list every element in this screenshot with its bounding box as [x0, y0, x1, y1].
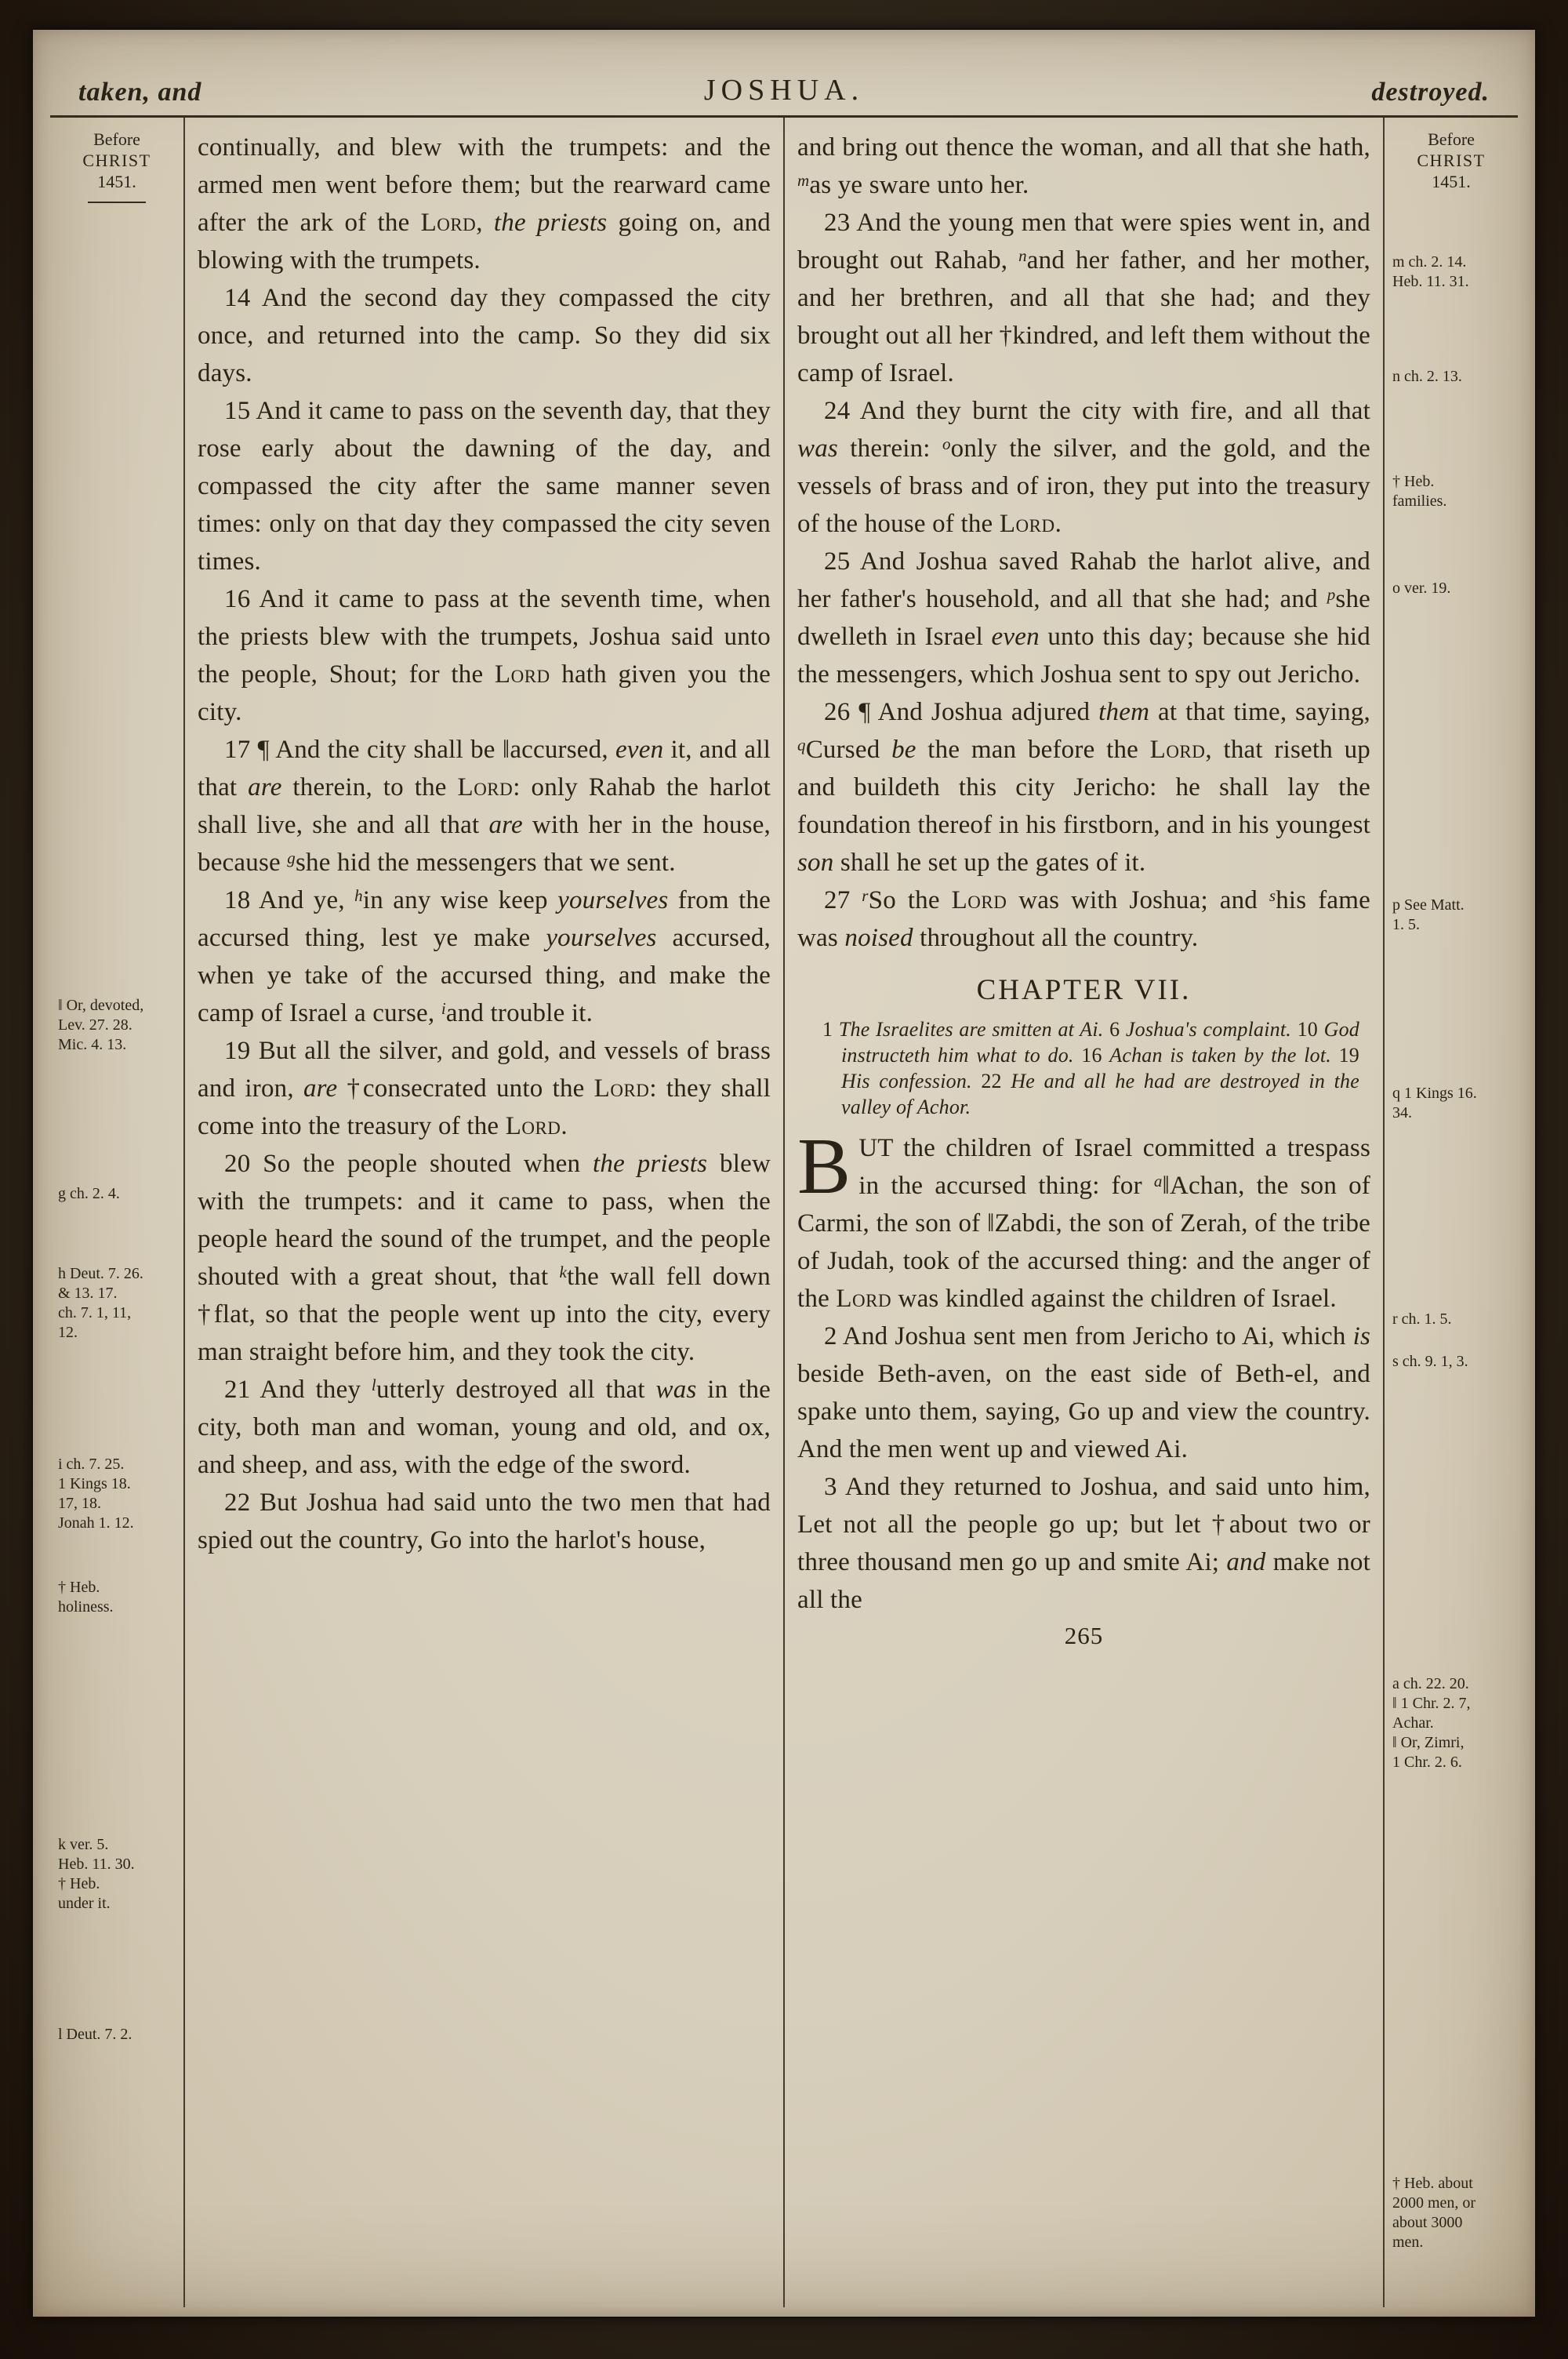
margin-note-line: 1 Kings 18.	[58, 1475, 131, 1492]
margin-note	[58, 2025, 180, 2045]
text-run: So the	[868, 886, 952, 914]
reference-mark: a	[1153, 1172, 1163, 1190]
text-run: are	[488, 811, 523, 839]
margin-note-line: m ch. 2. 14.	[1392, 253, 1467, 271]
text-run: was	[655, 1376, 697, 1404]
reference-mark: m	[797, 171, 810, 190]
margin-note	[58, 1264, 180, 1343]
text-run: from the accursed thing, lest ye make	[198, 886, 771, 952]
chapter-summary	[797, 1016, 1370, 1120]
text-run: and trouble it.	[445, 999, 593, 1027]
text-run: yourselves	[557, 886, 669, 914]
margin-note-line: i ch. 7. 25.	[58, 1456, 125, 1473]
verse-paragraph	[198, 580, 771, 731]
before-christ-date	[1385, 129, 1518, 192]
verse-paragraph	[198, 1371, 771, 1484]
margin-note	[1392, 2174, 1515, 2252]
text-run: his fame was	[797, 886, 1370, 952]
chapter-heading	[797, 974, 1370, 1007]
verse-paragraph	[797, 881, 1370, 957]
text-run: His confession.	[841, 1070, 982, 1092]
date-rule	[88, 202, 146, 203]
margin-note	[1392, 1084, 1515, 1123]
text-run: the priests	[493, 209, 608, 237]
text-run: in any wise keep	[362, 886, 558, 914]
margin-note-line: 1 Chr. 2. 6.	[1392, 1754, 1462, 1771]
text-run: 23 And the young men that were spies went in, and brought out Rahab,	[797, 209, 1370, 274]
page-body	[50, 118, 1518, 2307]
text-run: 6	[1109, 1018, 1126, 1041]
margin-note-line: 2000 men, or	[1392, 2194, 1476, 2212]
right-column-text	[797, 129, 1370, 1619]
text-run: , that riseth up and buildeth this city Jericho: he shall lay the foundation thereof in his firstborn, and in his youngest	[797, 736, 1371, 839]
verse-paragraph	[198, 1145, 771, 1371]
text-run: was	[797, 434, 838, 463]
margin-note-line: q 1 Kings 16.	[1392, 1085, 1477, 1102]
margin-note-line: Lev. 27. 28.	[58, 1016, 132, 1034]
margin-note	[1392, 1310, 1515, 1329]
margin-note-line: Achar.	[1392, 1714, 1434, 1732]
text-run: and her father, and her mother, and her brethren, and all that she had; and they brought out all her †kindred, and left them without the camp of Israel.	[797, 246, 1370, 387]
margin-note-line: men.	[1392, 2234, 1424, 2251]
text-run: are	[248, 773, 282, 801]
text-run: 3 And they returned to Joshua, and said unto him, Let not all the people go up; but let †about two or three thousand men go up and smite Ai;	[797, 1473, 1370, 1576]
margin-note-line: o ver. 19.	[1392, 580, 1451, 597]
text-run: †consecrated unto the	[337, 1074, 594, 1103]
text-run: was kindled against the children of Israel.	[891, 1285, 1337, 1313]
text-run: The Israelites are smitten at Ai.	[838, 1018, 1110, 1041]
verse-paragraph	[797, 392, 1370, 543]
reference-mark: r	[862, 886, 869, 905]
verse-paragraph	[198, 881, 771, 1032]
text-run: 25 And Joshua saved Rahab the harlot alive, and her father's household, and all that she had; and	[797, 547, 1370, 613]
margin-note	[1392, 1674, 1515, 1772]
date-line: CHRIST	[1417, 151, 1486, 170]
reference-mark: n	[1018, 246, 1027, 265]
text-run: at that time, saying,	[1149, 698, 1370, 726]
text-run: Lord	[420, 209, 477, 237]
running-head-right: destroyed.	[1371, 78, 1490, 107]
margin-note-line: † Heb. about	[1392, 2175, 1473, 2192]
margin-note-line: 34.	[1392, 1104, 1412, 1121]
text-run: the wall fell down †flat, so that the people went up into the city, every man straight before him, and they took the city.	[198, 1263, 771, 1366]
text-run: it, and all that	[198, 736, 771, 801]
text-run: Joshua's complaint.	[1125, 1018, 1298, 1041]
verse-paragraph	[797, 129, 1370, 204]
margin-note-line: † Heb.	[58, 1579, 100, 1596]
text-run: God instructeth him what to do.	[841, 1018, 1359, 1067]
margin-note-line: l Deut. 7. 2.	[58, 2026, 132, 2043]
verse-paragraph	[198, 392, 771, 580]
text-run: Lord	[593, 1074, 650, 1103]
verse-paragraph	[797, 1468, 1370, 1619]
text-run: .	[1054, 510, 1062, 538]
margin-note	[1392, 579, 1515, 598]
text-column-left	[185, 118, 783, 2307]
margin-note-line: p See Matt.	[1392, 896, 1465, 914]
text-run: even	[615, 736, 664, 764]
text-run: Cursed	[805, 736, 892, 764]
date-line: CHRIST	[82, 151, 151, 170]
text-run: yourselves	[546, 924, 657, 952]
margin-note	[58, 1578, 180, 1617]
margin-note-line: h Deut. 7. 26.	[58, 1265, 143, 1282]
text-run: son	[797, 849, 834, 877]
left-margin-column	[50, 118, 183, 2307]
margin-note	[58, 996, 180, 1055]
reference-mark: p	[1327, 585, 1336, 604]
drop-cap: B	[797, 1122, 851, 1211]
verse-paragraph	[198, 731, 771, 881]
margin-note-line: about 3000	[1392, 2214, 1463, 2231]
text-run: is	[1352, 1322, 1370, 1350]
text-run: 27	[824, 886, 862, 914]
book-title: JOSHUA.	[703, 74, 865, 107]
text-run: be	[891, 736, 916, 764]
text-run: 10	[1297, 1018, 1324, 1041]
verse-paragraph	[198, 279, 771, 392]
margin-note	[58, 1835, 180, 1914]
text-run: them	[1098, 698, 1150, 726]
margin-note	[1392, 896, 1515, 935]
text-run: with her in the house, because	[198, 811, 771, 877]
left-column-text	[198, 129, 771, 1559]
margin-note	[1392, 367, 1515, 387]
text-run: Lord	[999, 510, 1055, 538]
text-run: continually, and blew with the trumpets: and the armed men went before them; but the rearward came after the ark of the	[198, 133, 771, 237]
margin-note	[1392, 472, 1515, 511]
reference-mark: l	[371, 1376, 376, 1394]
text-run: He and all he had are destroyed in the valley of Achor.	[841, 1070, 1359, 1118]
text-run: in the city, both man and woman, young and old, and ox, and sheep, and ass, with the edge of the sword.	[198, 1376, 771, 1479]
verse-paragraph	[797, 1122, 1370, 1318]
text-run: she dwelleth in Israel	[797, 585, 1370, 651]
text-run: 14 And the second day they compassed the city once, and returned into the camp. So they did six days.	[198, 284, 771, 387]
margin-note-line: & 13. 17.	[58, 1285, 118, 1302]
text-run: are	[303, 1074, 338, 1103]
margin-note-line: a ch. 22. 20.	[1392, 1675, 1469, 1692]
text-run: accursed, when ye take of the accursed thing, and make the camp of Israel a curse,	[198, 924, 771, 1027]
text-run: only the silver, and the gold, and the vessels of brass and of iron, they put into the treasury of the house of the	[797, 434, 1370, 538]
text-run: the priests	[593, 1150, 708, 1178]
text-run: 2 And Joshua sent men from Jericho to Ai, which	[824, 1322, 1353, 1350]
margin-note-line: 12.	[58, 1324, 78, 1341]
text-run: Lord	[494, 660, 550, 689]
text-run: 19	[1338, 1044, 1359, 1067]
margin-note	[1392, 1352, 1515, 1372]
margin-note-line: families.	[1392, 493, 1447, 510]
margin-note-line: holiness.	[58, 1598, 114, 1616]
reference-mark: o	[942, 434, 951, 453]
reference-mark: s	[1269, 886, 1276, 905]
reference-mark: k	[559, 1263, 568, 1281]
text-run: 18 And ye,	[224, 886, 355, 914]
margin-note-line: s ch. 9. 1, 3.	[1392, 1353, 1468, 1370]
reference-mark: q	[797, 736, 806, 754]
text-run: throughout all the country.	[913, 924, 1199, 952]
text-run: shall he set up the gates of it.	[833, 849, 1146, 877]
text-run: 1	[822, 1018, 839, 1041]
text-run: Lord	[1149, 736, 1206, 764]
text-run: the man before the	[916, 736, 1150, 764]
text-run: 24 And they burnt the city with fire, and all that	[824, 397, 1370, 425]
text-run: 21 And they	[224, 1376, 372, 1404]
text-run: 15 And it came to pass on the seventh day, that they rose early about the dawning of the day, and compassed the city after the same manner seven times: only on that day they compassed the city seven times.	[198, 397, 771, 576]
running-head-left: taken, and	[78, 78, 202, 107]
text-run: hath given you the city.	[198, 660, 771, 726]
margin-note-line: ch. 7. 1, 11,	[58, 1304, 132, 1321]
text-run: was with Joshua; and	[1007, 886, 1269, 914]
text-run: therein:	[837, 434, 942, 463]
text-run: beside Beth-aven, on the east side of Beth-el, and spake unto them, saying, Go up and view the country. And the men went up and viewed Ai.	[797, 1360, 1370, 1463]
text-run: noised	[844, 924, 913, 952]
text-run: unto this day; because she hid the messengers, which Joshua sent to spy out Jericho.	[797, 623, 1371, 689]
page-number: 265	[1064, 1622, 1104, 1649]
verse-paragraph	[198, 129, 771, 279]
verse-paragraph	[797, 204, 1370, 392]
text-run: 26 ¶ And Joshua adjured	[824, 698, 1099, 726]
margin-note	[1392, 253, 1515, 292]
date-line: Before	[1428, 129, 1475, 149]
text-run: Lord	[505, 1112, 561, 1140]
text-column-right	[785, 118, 1383, 2307]
text-run: CHAPTER VII.	[976, 974, 1192, 1006]
reference-mark: g	[287, 849, 296, 867]
margin-note-line: † Heb.	[1392, 473, 1435, 490]
text-run: and	[1226, 1548, 1266, 1576]
verse-paragraph	[797, 693, 1370, 881]
running-header	[50, 30, 1518, 118]
text-run: Achan is taken by the lot.	[1109, 1044, 1339, 1067]
margin-note	[58, 1455, 180, 1533]
right-margin-column	[1385, 118, 1518, 2307]
date-line: 1451.	[97, 172, 136, 191]
text-run: 16	[1081, 1044, 1110, 1067]
verse-paragraph	[797, 543, 1370, 693]
text-run: 16 And it came to pass at the seventh time, when the priests blew with the trumpets, Joshua said unto the people, Shout; for the	[198, 585, 771, 689]
before-christ-date	[50, 129, 183, 192]
margin-note-line: g ch. 2. 4.	[58, 1185, 120, 1202]
margin-note-line: Mic. 4. 13.	[58, 1036, 127, 1053]
margin-note-line: Jonah 1. 12.	[58, 1514, 134, 1532]
bible-page	[31, 28, 1537, 2318]
text-run: Lord	[951, 886, 1007, 914]
text-run: make not all the	[797, 1548, 1370, 1614]
text-run: 17 ¶ And the city shall be ‖accursed,	[224, 736, 616, 764]
text-run: even	[991, 623, 1040, 651]
margin-note-line: n ch. 2. 13.	[1392, 368, 1462, 385]
margin-note-line: under it.	[58, 1895, 111, 1912]
text-run: going on, and blowing with the trumpets.	[198, 209, 771, 274]
text-run: Lord	[457, 773, 514, 801]
margin-note	[58, 1184, 180, 1204]
margin-note-line: 17, 18.	[58, 1495, 101, 1512]
text-run: ,	[476, 209, 494, 237]
margin-note-line: Heb. 11. 31.	[1392, 273, 1469, 290]
reference-mark: h	[354, 886, 363, 905]
text-run: : only Rahab the harlot shall live, she and all that	[198, 773, 771, 839]
margin-note-line: Heb. 11. 30.	[58, 1856, 135, 1873]
text-run: UT the children of Israel committed a trespass in the accursed thing: for	[858, 1134, 1370, 1200]
text-run: therein, to the	[281, 773, 458, 801]
margin-note-line: ‖ 1 Chr. 2. 7,	[1392, 1695, 1471, 1712]
margin-note-line: r ch. 1. 5.	[1392, 1310, 1452, 1328]
verse-paragraph	[198, 1484, 771, 1559]
text-run: 20 So the people shouted when	[224, 1150, 593, 1178]
text-run: Lord	[836, 1285, 892, 1313]
text-run: blew with the trumpets: and it came to pass, when the people heard the sound of the trumpet, and the people shouted with a great shout, that	[198, 1150, 771, 1291]
date-line: 1451.	[1432, 172, 1471, 191]
margin-note-line: k ver. 5.	[58, 1836, 109, 1853]
text-run: she hid the messengers that we sent.	[295, 849, 676, 877]
margin-note-line: ‖ Or, Zimri,	[1392, 1734, 1465, 1751]
text-run: 22	[981, 1070, 1011, 1092]
text-run: .	[561, 1112, 568, 1140]
text-run: 19 But all the silver, and gold, and vessels of brass and iron,	[198, 1037, 771, 1103]
text-run: 22 But Joshua had said unto the two men that had spied out the country, Go into the harlot's house,	[198, 1488, 771, 1554]
date-line: Before	[93, 129, 140, 149]
margin-note-line: † Heb.	[58, 1875, 100, 1892]
text-run: utterly destroyed all that	[376, 1376, 656, 1404]
margin-note-line: 1. 5.	[1392, 916, 1420, 933]
text-run: ‖Achan, the son of Carmi, the son of ‖Zabdi, the son of Zerah, of the tribe of Judah, took of the accursed thing: and the anger of the	[797, 1172, 1370, 1313]
margin-note-line: ‖ Or, devoted,	[58, 997, 144, 1014]
text-run: and bring out thence the woman, and all that she hath,	[797, 133, 1370, 162]
verse-paragraph	[797, 1318, 1370, 1468]
verse-paragraph	[198, 1032, 771, 1145]
text-run: : they shall come into the treasury of the	[198, 1074, 771, 1140]
reference-mark: i	[441, 999, 446, 1018]
text-run: as ye sware unto her.	[809, 171, 1029, 199]
